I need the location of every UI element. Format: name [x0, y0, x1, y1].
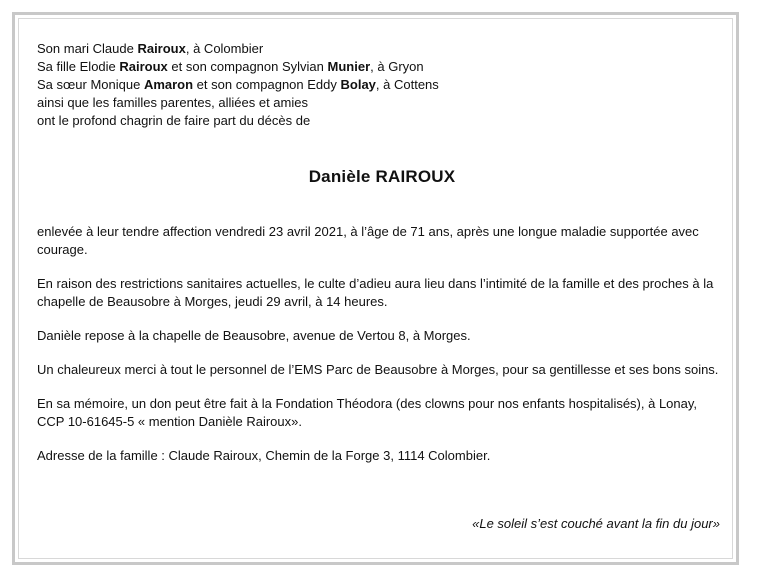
family-list: [37, 40, 727, 130]
family-line: [37, 40, 727, 58]
family-line: [37, 76, 727, 94]
family-line: [37, 112, 727, 130]
family-text: , à Gryon: [370, 59, 424, 74]
closing-quote: «Le soleil s’est couché avant la fin du jour»: [472, 516, 720, 531]
family-text: ainsi que les familles parentes, alliées et amies: [37, 95, 308, 110]
notice-paragraph: Adresse de la famille : Claude Rairoux, Chemin de la Forge 3, 1114 Colombier.: [37, 448, 491, 463]
family-line: [37, 94, 727, 112]
family-surname: Bolay: [340, 77, 376, 92]
notice-paragraph: Un chaleureux merci à tout le personnel de l’EMS Parc de Beausobre à Morges, pour sa gentillesse et ses bons soins.: [37, 362, 719, 377]
notice-paragraph: En sa mémoire, un don peut être fait à la Fondation Théodora (des clowns pour nos enfants hospitalisés), à Lonay, CCP 10-61645-5 « mention Danièle Rairoux».: [37, 396, 698, 429]
family-surname: Rairoux: [119, 59, 168, 74]
deceased-name: Danièle RAIROUX: [308, 167, 456, 186]
family-text: , à Cottens: [375, 77, 439, 92]
family-surname: Amaron: [143, 77, 194, 92]
family-text: ont le profond chagrin de faire part du décès de: [37, 113, 311, 128]
notice-paragraph: enlevée à leur tendre affection vendredi 23 avril 2021, à l’âge de 71 ans, après une longue maladie supportée avec courage.: [37, 224, 699, 257]
family-surname: Munier: [327, 59, 371, 74]
family-text: Sa sœur Monique: [37, 77, 144, 92]
family-text: , à Colombier: [185, 41, 264, 56]
notice-paragraph: Danièle repose à la chapelle de Beausobre, avenue de Vertou 8, à Morges.: [37, 328, 471, 343]
notice-content: [37, 40, 727, 481]
notice-paragraph: En raison des restrictions sanitaires actuelles, le culte d’adieu aura lieu dans l’intimité de la famille et des proches à la chapelle de Beausobre à Morges, jeudi 29 avril, à 14 heures.: [37, 276, 714, 309]
family-text: et son compagnon Eddy: [193, 77, 341, 92]
family-text: Son mari Claude: [37, 41, 138, 56]
family-line: [37, 58, 727, 76]
family-surname: Rairoux: [137, 41, 186, 56]
notice-frame: [12, 12, 739, 565]
family-text: et son compagnon Sylvian: [167, 59, 328, 74]
family-text: Sa fille Elodie: [37, 59, 120, 74]
